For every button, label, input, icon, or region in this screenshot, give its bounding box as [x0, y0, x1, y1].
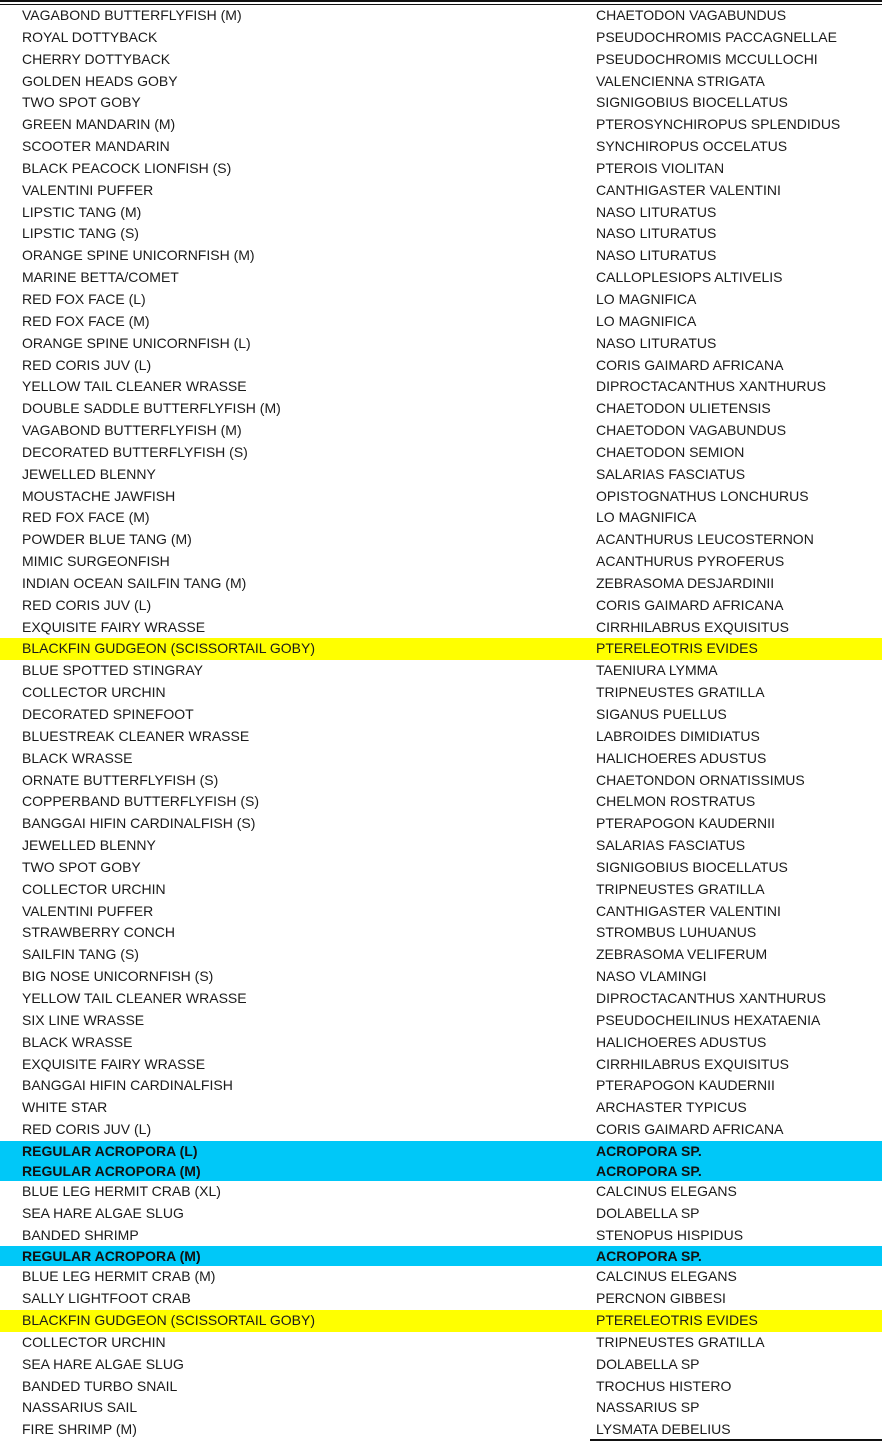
table-row	[0, 202, 882, 224]
table-row	[0, 486, 882, 508]
table-row	[0, 1332, 882, 1354]
scientific-name-cell: ARCHASTER TYPICUS	[596, 1099, 747, 1116]
scientific-name-cell: PSEUDOCHROMIS PACCAGNELLAE	[596, 28, 837, 45]
scientific-name-cell: CHAETODON VAGABUNDUS	[596, 422, 787, 439]
common-name-cell: BANGGAI HIFIN CARDINALFISH	[22, 1077, 233, 1094]
scientific-name-cell: HALICHOERES ADUSTUS	[596, 1033, 767, 1050]
table-row	[0, 1310, 882, 1332]
table-row	[0, 507, 882, 529]
scientific-name-cell: PERCNON GIBBESI	[596, 1290, 726, 1307]
common-name-cell: EXQUISITE FAIRY WRASSE	[22, 618, 206, 635]
table-row	[0, 27, 882, 49]
scientific-name-cell: NASO LITURATUS	[596, 203, 717, 220]
scientific-name-cell: CHAETODON VAGABUNDUS	[596, 7, 787, 23]
table-row	[0, 311, 882, 333]
table-row	[0, 420, 882, 442]
table-row	[0, 158, 882, 180]
scientific-name-cell: CORIS GAIMARD AFRICANA	[596, 1121, 784, 1138]
table-row	[0, 1161, 882, 1181]
scientific-name-cell: PTEROSYNCHIROPUS SPLENDIDUS	[596, 116, 841, 133]
common-name-cell: VALENTINI PUFFER	[22, 181, 154, 198]
common-name-cell: BANDED TURBO SNAIL	[22, 1377, 178, 1394]
common-name-cell: ORNATE BUTTERFLYFISH (S)	[22, 771, 219, 788]
common-name-cell: BANDED SHRIMP	[22, 1226, 139, 1243]
common-name-cell: BLUE LEG HERMIT CRAB (M)	[22, 1268, 216, 1285]
scientific-name-cell: PTEROIS VIOLITAN	[596, 159, 725, 176]
scientific-name-cell: ACROPORA SP.	[596, 1162, 702, 1179]
common-name-cell: VAGABOND BUTTERFLYFISH (M)	[22, 7, 242, 23]
scientific-name-cell: STROMBUS LUHUANUS	[596, 924, 757, 941]
table-row	[0, 71, 882, 93]
common-name-cell: TWO SPOT GOBY	[22, 858, 141, 875]
scientific-name-cell: CALCINUS ELEGANS	[596, 1182, 737, 1199]
scientific-name-cell: CIRRHILABRUS EXQUISITUS	[596, 1055, 789, 1072]
common-name-cell: MARINE BETTA/COMET	[22, 269, 179, 286]
common-name-cell: SEA HARE ALGAE SLUG	[22, 1355, 184, 1372]
table-row	[0, 136, 882, 158]
common-name-cell: ROYAL DOTTYBACK	[22, 28, 158, 45]
scientific-name-cell: LO MAGNIFICA	[596, 509, 697, 526]
common-name-cell: REGULAR ACROPORA (M)	[22, 1162, 201, 1179]
scientific-name-cell: SYNCHIROPUS OCCELATUS	[596, 138, 788, 155]
scientific-name-cell: CHELMON ROSTRATUS	[596, 793, 756, 810]
scientific-name-cell: PTERAPOGON KAUDERNII	[596, 1077, 775, 1094]
scientific-name-cell: CANTHIGASTER VALENTINI	[596, 181, 781, 198]
table-row	[0, 267, 882, 289]
scientific-name-cell: PTERELEOTRIS EVIDES	[596, 640, 758, 657]
common-name-cell: YELLOW TAIL CLEANER WRASSE	[22, 378, 247, 395]
table-row	[0, 92, 882, 114]
common-name-cell: SALLY LIGHTFOOT CRAB	[22, 1290, 191, 1307]
scientific-name-cell: TRIPNEUSTES GRATILLA	[596, 880, 765, 897]
scientific-name-cell: SIGNIGOBIUS BIOCELLATUS	[596, 858, 788, 875]
table-row	[0, 289, 882, 311]
scientific-name-cell: CANTHIGASTER VALENTINI	[596, 902, 781, 919]
table-row	[0, 1181, 882, 1203]
table-row	[0, 5, 882, 27]
common-name-cell: BLACK WRASSE	[22, 1033, 133, 1050]
common-name-cell: DECORATED BUTTERFLYFISH (S)	[22, 443, 248, 460]
table-row	[0, 791, 882, 813]
table-row	[0, 770, 882, 792]
scientific-name-cell: SALARIAS FASCIATUS	[596, 465, 746, 482]
table-row	[0, 660, 882, 682]
scientific-name-cell: LYSMATA DEBELIUS	[596, 1421, 731, 1438]
common-name-cell: RED CORIS JUV (L)	[22, 1121, 152, 1138]
scientific-name-cell: ACROPORA SP.	[596, 1142, 702, 1159]
scientific-name-cell: CORIS GAIMARD AFRICANA	[596, 596, 784, 613]
table-row	[0, 464, 882, 486]
table-row	[0, 442, 882, 464]
scientific-name-cell: DIPROCTACANTHUS XANTHURUS	[596, 989, 826, 1006]
table-row	[0, 1097, 882, 1119]
scientific-name-cell: NASO VLAMINGI	[596, 968, 707, 985]
scientific-name-cell: PTERAPOGON KAUDERNII	[596, 815, 775, 832]
table-row	[0, 1354, 882, 1376]
common-name-cell: SAILFIN TANG (S)	[22, 946, 139, 963]
scientific-name-cell: NASO LITURATUS	[596, 247, 717, 264]
table-row	[0, 180, 882, 202]
table-row	[0, 1246, 882, 1266]
scientific-name-cell: PSEUDOCHEILINUS HEXATAENIA	[596, 1011, 821, 1028]
common-name-cell: SCOOTER MANDARIN	[22, 138, 170, 155]
table-row	[0, 857, 882, 879]
table-row	[0, 573, 882, 595]
scientific-name-cell: CIRRHILABRUS EXQUISITUS	[596, 618, 789, 635]
scientific-name-cell: CALLOPLESIOPS ALTIVELIS	[596, 269, 783, 286]
common-name-cell: REGULAR ACROPORA (M)	[22, 1248, 201, 1265]
common-name-cell: GOLDEN HEADS GOBY	[22, 72, 178, 89]
scientific-name-cell: SIGANUS PUELLUS	[596, 706, 727, 722]
table-row	[0, 376, 882, 398]
table-row	[0, 1288, 882, 1310]
scientific-name-cell: CHAETONDON ORNATISSIMUS	[596, 771, 805, 788]
scientific-name-cell: DOLABELLA SP	[596, 1355, 700, 1372]
common-name-cell: YELLOW TAIL CLEANER WRASSE	[22, 989, 247, 1006]
common-name-cell: JEWELLED BLENNY	[22, 465, 156, 482]
common-name-cell: DOUBLE SADDLE BUTTERFLYFISH (M)	[22, 400, 281, 417]
scientific-name-cell: ZEBRASOMA VELIFERUM	[596, 946, 768, 963]
common-name-cell: LIPSTIC TANG (M)	[22, 203, 142, 220]
common-name-cell: BLACK PEACOCK LIONFISH (S)	[22, 159, 232, 176]
table-row	[0, 223, 882, 245]
table-row	[0, 114, 882, 136]
scientific-name-cell: LO MAGNIFICA	[596, 312, 697, 329]
table-row	[0, 988, 882, 1010]
common-name-cell: BLACKFIN GUDGEON (SCISSORTAIL GOBY)	[22, 640, 316, 657]
table-row	[0, 617, 882, 639]
scientific-name-cell: DIPROCTACANTHUS XANTHURUS	[596, 378, 826, 395]
table-row	[0, 1419, 882, 1441]
scientific-name-cell: TROCHUS HISTERO	[596, 1377, 732, 1394]
scientific-name-cell: OPISTOGNATHUS LONCHURUS	[596, 487, 809, 504]
table-row	[0, 1376, 882, 1398]
table-row	[0, 901, 882, 923]
scientific-name-cell: ACANTHURUS PYROFERUS	[596, 553, 785, 570]
common-name-cell: TWO SPOT GOBY	[22, 94, 141, 111]
common-name-cell: GREEN MANDARIN (M)	[22, 116, 176, 133]
common-name-cell: RED FOX FACE (L)	[22, 290, 146, 307]
table-row	[0, 333, 882, 355]
common-name-cell: RED FOX FACE (M)	[22, 312, 150, 329]
scientific-name-cell: HALICHOERES ADUSTUS	[596, 749, 767, 766]
scientific-name-cell: TRIPNEUSTES GRATILLA	[596, 684, 765, 701]
table-row	[0, 1075, 882, 1097]
table-row	[0, 726, 882, 748]
table-row	[0, 1054, 882, 1076]
table-row	[0, 245, 882, 267]
table-row	[0, 398, 882, 420]
scientific-name-cell: TAENIURA LYMMA	[596, 662, 718, 679]
common-name-cell: VALENTINI PUFFER	[22, 902, 154, 919]
common-name-cell: COPPERBAND BUTTERFLYFISH (S)	[22, 793, 259, 810]
common-name-cell: COLLECTOR URCHIN	[22, 1333, 166, 1350]
scientific-name-cell: ACROPORA SP.	[596, 1248, 702, 1265]
table-row	[0, 1032, 882, 1054]
table-row	[0, 355, 882, 377]
common-name-cell: EXQUISITE FAIRY WRASSE	[22, 1055, 206, 1072]
scientific-name-cell: PSEUDOCHROMIS MCCULLOCHI	[596, 50, 818, 67]
scientific-name-cell: SALARIAS FASCIATUS	[596, 837, 746, 854]
common-name-cell: RED FOX FACE (M)	[22, 509, 150, 526]
table-row	[0, 944, 882, 966]
common-name-cell: COLLECTOR URCHIN	[22, 880, 166, 897]
common-name-cell: MOUSTACHE JAWFISH	[22, 487, 176, 504]
scientific-name-cell: STENOPUS HISPIDUS	[596, 1226, 744, 1243]
table-row	[0, 1266, 882, 1288]
scientific-name-cell: DOLABELLA SP	[596, 1204, 700, 1221]
scientific-name-cell: CHAETODON ULIETENSIS	[596, 400, 771, 417]
scientific-name-cell: SIGNIGOBIUS BIOCELLATUS	[596, 94, 788, 111]
species-table	[0, 5, 882, 1441]
common-name-cell: BLACKFIN GUDGEON (SCISSORTAIL GOBY)	[22, 1312, 316, 1329]
table-row	[0, 49, 882, 71]
scientific-name-cell: LO MAGNIFICA	[596, 290, 697, 307]
scientific-name-cell: NASO LITURATUS	[596, 334, 717, 351]
table-row	[0, 835, 882, 857]
top-border-rule	[0, 0, 882, 2]
table-row	[0, 922, 882, 944]
common-name-cell: MIMIC SURGEONFISH	[22, 553, 170, 570]
common-name-cell: BLUE LEG HERMIT CRAB (XL)	[22, 1182, 221, 1199]
common-name-cell: JEWELLED BLENNY	[22, 837, 156, 854]
common-name-cell: BANGGAI HIFIN CARDINALFISH (S)	[22, 815, 256, 832]
common-name-cell: POWDER BLUE TANG (M)	[22, 531, 192, 548]
common-name-cell: SIX LINE WRASSE	[22, 1011, 145, 1028]
table-row	[0, 966, 882, 988]
common-name-cell: WHITE STAR	[22, 1099, 108, 1116]
table-row	[0, 529, 882, 551]
scientific-name-cell: VALENCIENNA STRIGATA	[596, 72, 765, 89]
common-name-cell: VAGABOND BUTTERFLYFISH (M)	[22, 422, 242, 439]
scientific-name-cell: ZEBRASOMA DESJARDINII	[596, 574, 775, 591]
scientific-name-cell: ACANTHURUS LEUCOSTERNON	[596, 531, 814, 548]
scientific-name-cell: NASO LITURATUS	[596, 225, 717, 242]
common-name-cell: ORANGE SPINE UNICORNFISH (M)	[22, 247, 255, 264]
common-name-cell: BLUE SPOTTED STINGRAY	[22, 662, 203, 679]
common-name-cell: RED CORIS JUV (L)	[22, 356, 152, 373]
common-name-cell: REGULAR ACROPORA (L)	[22, 1142, 198, 1159]
table-row	[0, 704, 882, 726]
table-row	[0, 813, 882, 835]
scientific-name-cell: CALCINUS ELEGANS	[596, 1268, 737, 1285]
common-name-cell: STRAWBERRY CONCH	[22, 924, 175, 941]
table-row	[0, 1119, 882, 1141]
common-name-cell: INDIAN OCEAN SAILFIN TANG (M)	[22, 574, 247, 591]
table-row	[0, 595, 882, 617]
table-row	[0, 682, 882, 704]
common-name-cell: ORANGE SPINE UNICORNFISH (L)	[22, 334, 251, 351]
common-name-cell: BLACK WRASSE	[22, 749, 133, 766]
scientific-name-cell: NASSARIUS SP	[596, 1399, 700, 1416]
scientific-name-cell: TRIPNEUSTES GRATILLA	[596, 1333, 765, 1350]
common-name-cell: NASSARIUS SAIL	[22, 1399, 138, 1416]
table-row	[0, 879, 882, 901]
table-row	[0, 1225, 882, 1247]
common-name-cell: BLUESTREAK CLEANER WRASSE	[22, 727, 250, 744]
table-row	[0, 1203, 882, 1225]
table-row	[0, 1397, 882, 1419]
common-name-cell: SEA HARE ALGAE SLUG	[22, 1204, 184, 1221]
scientific-name-cell: PTERELEOTRIS EVIDES	[596, 1312, 758, 1329]
common-name-cell: DECORATED SPINEFOOT	[22, 706, 194, 722]
bottom-border-rule	[590, 1439, 882, 1441]
scientific-name-cell: CORIS GAIMARD AFRICANA	[596, 356, 784, 373]
common-name-cell: BIG NOSE UNICORNFISH (S)	[22, 968, 214, 985]
table-row	[0, 638, 882, 660]
common-name-cell: CHERRY DOTTYBACK	[22, 50, 171, 67]
common-name-cell: RED CORIS JUV (L)	[22, 596, 152, 613]
common-name-cell: FIRE SHRIMP (M)	[22, 1421, 137, 1438]
common-name-cell: COLLECTOR URCHIN	[22, 684, 166, 701]
common-name-cell: LIPSTIC TANG (S)	[22, 225, 139, 242]
table-row	[0, 551, 882, 573]
table-row	[0, 1010, 882, 1032]
scientific-name-cell: CHAETODON SEMION	[596, 443, 745, 460]
table-row	[0, 748, 882, 770]
scientific-name-cell: LABROIDES DIMIDIATUS	[596, 727, 760, 744]
table-row	[0, 1141, 882, 1161]
